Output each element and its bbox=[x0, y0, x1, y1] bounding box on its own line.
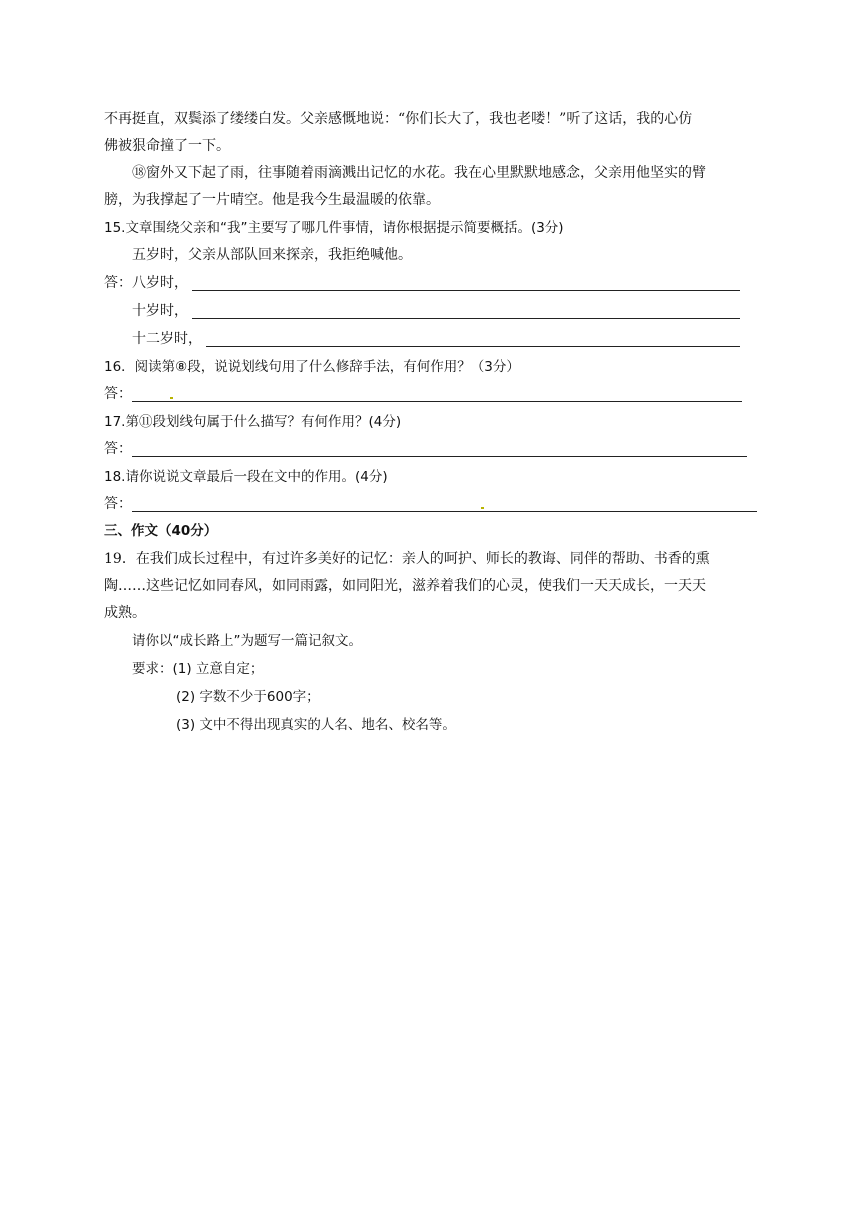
answer-row-age8 bbox=[104, 274, 744, 292]
answer-row-q17 bbox=[104, 440, 754, 458]
answer-row-q16 bbox=[104, 385, 744, 403]
answer-blank-line[interactable] bbox=[192, 290, 740, 291]
answer-blank-line[interactable] bbox=[192, 318, 740, 319]
question-16-prompt: 16．阅读第⑧段，说说划线句用了什么修辞手法，有何作用？（3分） bbox=[104, 359, 520, 375]
answer-blank-line[interactable] bbox=[132, 511, 757, 512]
question-19-line: 19．在我们成长过程中，有过许多美好的记忆：亲人的呵护、师长的教诲、同伴的帮助、书香的熏 bbox=[104, 551, 710, 567]
requirement-3: (3) 文中不得出现真实的人名、地名、校名等。 bbox=[176, 717, 456, 733]
age-label: 十二岁时， bbox=[132, 331, 202, 347]
question-18-prompt: 18.请你说说文章最后一段在文中的作用。(4分) bbox=[104, 469, 388, 485]
passage-line: 膀，为我撑起了一片晴空。他是我今生最温暖的依靠。 bbox=[104, 192, 440, 208]
answer-row-age10 bbox=[104, 302, 744, 320]
answer-blank-line[interactable] bbox=[132, 456, 747, 457]
answer-row-q18 bbox=[104, 495, 760, 513]
requirement-2: (2) 字数不少于600字； bbox=[176, 689, 320, 705]
answer-prefix: 答： bbox=[104, 496, 132, 512]
question-15-example: 五岁时，父亲从部队回来探亲，我拒绝喊他。 bbox=[132, 247, 412, 263]
ink-speck bbox=[481, 507, 484, 509]
section-heading-composition: 三、作文（40分） bbox=[104, 523, 218, 539]
age-label: 八岁时， bbox=[132, 275, 188, 291]
answer-prefix: 答： bbox=[104, 386, 132, 402]
composition-instruction: 请你以“成长路上”为题写一篇记叙文。 bbox=[132, 633, 362, 649]
answer-prefix: 答： bbox=[104, 441, 132, 457]
answer-blank-line[interactable] bbox=[132, 401, 742, 402]
answer-row-age12 bbox=[104, 330, 744, 348]
passage-line: 佛被狠命撞了一下。 bbox=[104, 138, 230, 154]
passage-line: 不再挺直，双鬓添了缕缕白发。父亲感慨地说：“你们长大了，我也老喽！”听了这话，我的心仿 bbox=[104, 111, 693, 127]
question-19-line: 成熟。 bbox=[104, 605, 146, 621]
age-label: 十岁时， bbox=[132, 303, 188, 319]
answer-blank-line[interactable] bbox=[206, 346, 740, 347]
answer-prefix: 答： bbox=[104, 275, 132, 291]
ink-speck bbox=[170, 397, 173, 399]
passage-paragraph-18: ⑱窗外又下起了雨，往事随着雨滴溅出记忆的水花。我在心里默默地感念，父亲用他坚实的臂 bbox=[132, 165, 706, 181]
question-15-prompt: 15.文章围绕父亲和“我”主要写了哪几件事情，请你根据提示简要概括。(3分) bbox=[104, 220, 564, 236]
requirement-1: 要求：(1) 立意自定； bbox=[132, 661, 264, 677]
question-19-line: 陶……这些记忆如同春风，如同雨露，如同阳光，滋养着我们的心灵，使我们一天天成长，一天天 bbox=[104, 578, 706, 594]
question-17-prompt: 17.第⑪段划线句属于什么描写？有何作用？(4分) bbox=[104, 414, 402, 430]
